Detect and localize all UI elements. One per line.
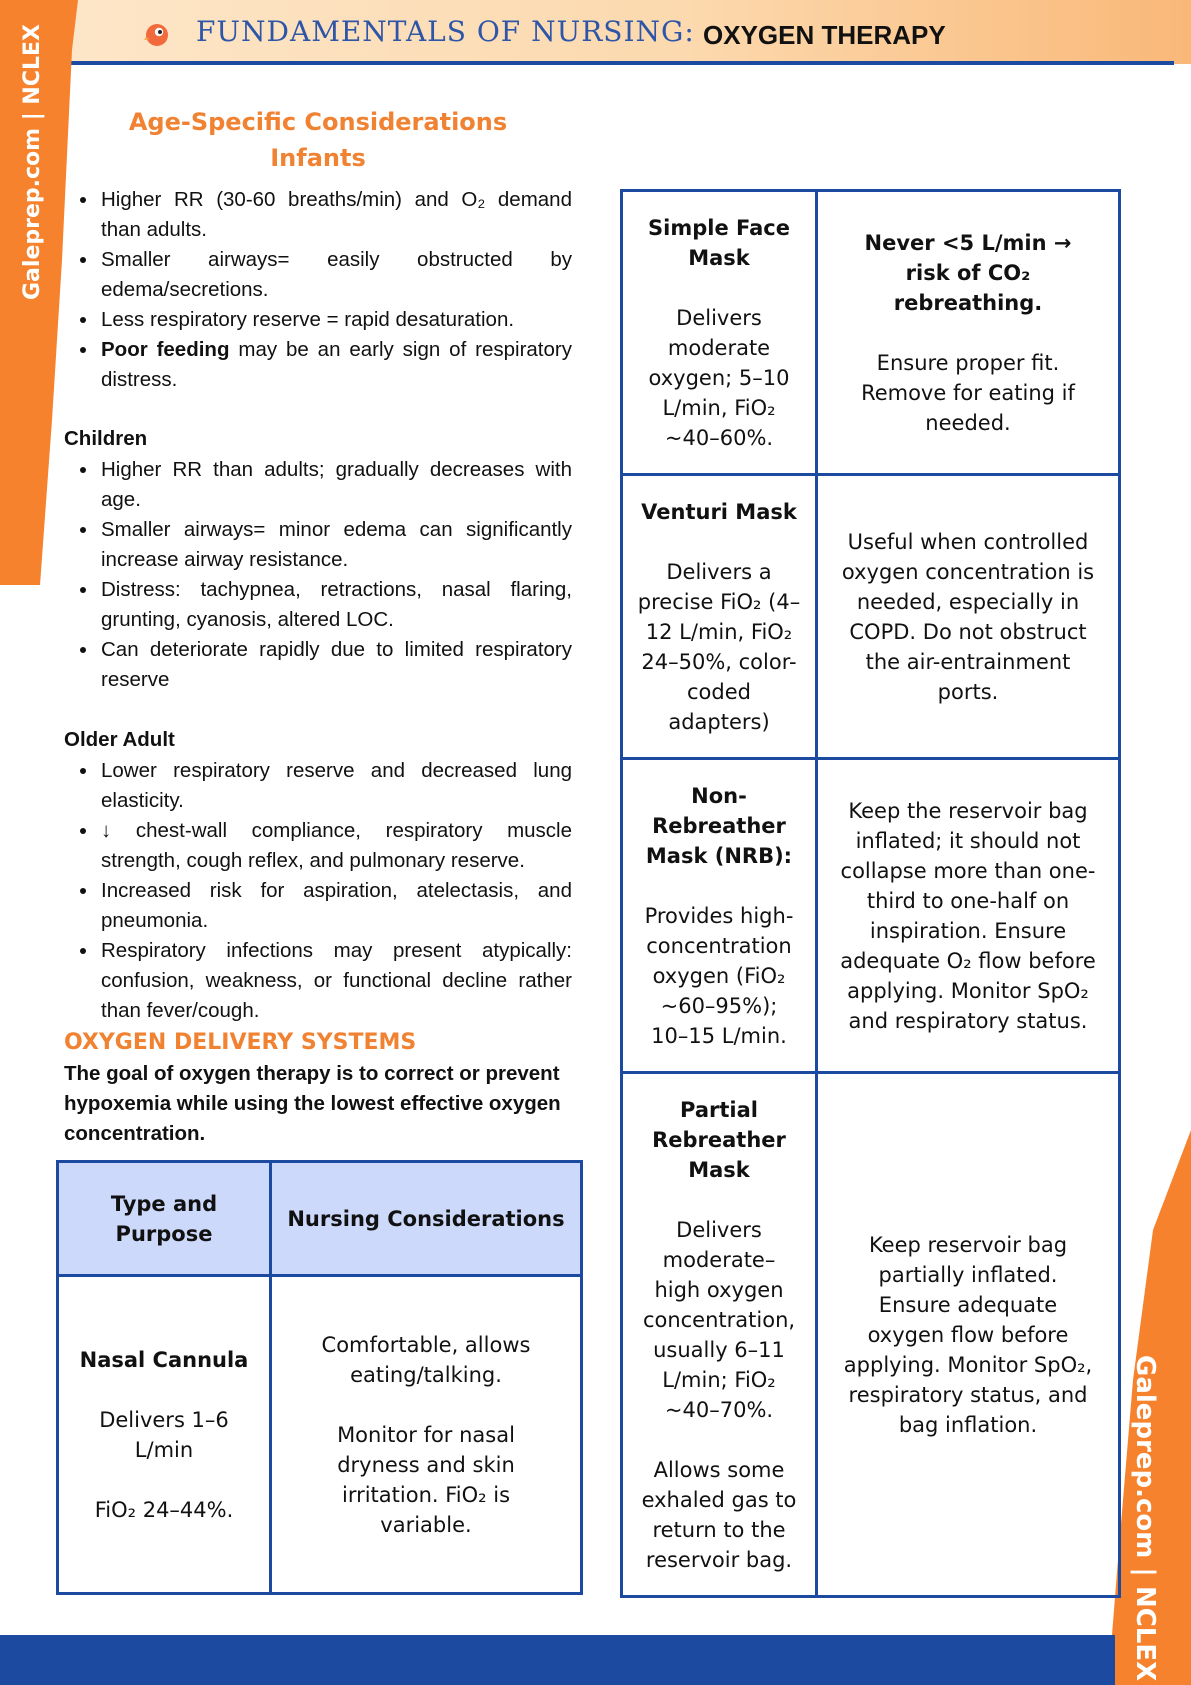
table-row: [58, 1276, 582, 1594]
list-item: Can deteriorate rapidly due to limited respiratory reserve: [64, 635, 572, 695]
consideration-cell: [817, 475, 1120, 759]
device-name: Partial Rebreather Mask: [652, 1097, 786, 1182]
device-desc: Delivers moderate oxygen; 5–10 L/min, FiO₂ ~40–60%.: [648, 305, 790, 450]
table-row: [622, 759, 1120, 1073]
emphasis-text: Poor feeding: [101, 338, 230, 361]
device-desc: Provides high-concentration oxygen (FiO₂ ~60–95%); 10–15 L/min.: [644, 903, 794, 1048]
older-adult-heading: Older Adult: [64, 728, 175, 751]
consideration-cell: [817, 759, 1120, 1073]
device-desc: FiO₂ 24–44%.: [94, 1497, 234, 1522]
consideration-cell: [817, 191, 1120, 475]
infants-list: [64, 185, 572, 395]
consideration-text: Monitor for nasal dryness and skin irritation. FiO₂ is variable.: [337, 1422, 515, 1537]
type-cell: [58, 1276, 271, 1594]
header-rule: [70, 61, 1174, 65]
list-item: Smaller airways= minor edema can significantly increase airway resistance.: [64, 515, 572, 575]
children-heading: Children: [64, 427, 148, 450]
table-row: [622, 191, 1120, 475]
list-item: [64, 335, 572, 395]
column-header: Type and Purpose: [58, 1162, 271, 1276]
bird-logo-icon: [144, 22, 172, 48]
device-name: Nasal Cannula: [79, 1347, 249, 1372]
consideration-cell: [271, 1276, 582, 1594]
device-name: Venturi Mask: [641, 499, 797, 524]
left-ribbon-text: Galeprep.com | NCLEX: [20, 24, 45, 300]
list-item: Lower respiratory reserve and decreased lung elasticity.: [64, 756, 572, 816]
page-title: FUNDAMENTALS OF NURSING:: [196, 15, 695, 48]
footer-band: [0, 1635, 1115, 1685]
right-ribbon-text: Galeprep.com | NCLEX: [1130, 1355, 1160, 1682]
delivery-table-left: [56, 1160, 583, 1595]
page-topic: OXYGEN THERAPY: [703, 20, 946, 50]
type-cell: [622, 475, 817, 759]
device-name: Non-Rebreather Mask (NRB):: [645, 783, 793, 868]
device-desc: Delivers a precise FiO₂ (4–12 L/min, FiO₂ 24–50%, color-coded adapters): [637, 559, 801, 734]
older-adult-list: [64, 756, 572, 1026]
type-cell: [622, 1073, 817, 1597]
table-row: [622, 1073, 1120, 1597]
consideration-text: Comfortable, allows eating/talking.: [321, 1332, 531, 1387]
column-header: Nursing Considerations: [271, 1162, 582, 1276]
delivery-table-right: [620, 189, 1121, 1598]
list-item: ↓ chest-wall compliance, respiratory muscle strength, cough reflex, and pulmonary reserve.: [64, 816, 572, 876]
list-item: Higher RR than adults; gradually decreases with age.: [64, 455, 572, 515]
delivery-heading: OXYGEN DELIVERY SYSTEMS: [64, 1030, 417, 1055]
list-item: Smaller airways= easily obstructed by edema/secretions.: [64, 245, 572, 305]
consideration-cell: [817, 1073, 1120, 1597]
goal-statement: The goal of oxygen therapy is to correct or prevent hypoxemia while using the lowest effective oxygen concentration.: [64, 1062, 561, 1145]
table-row: [622, 475, 1120, 759]
table-header-row: [58, 1162, 582, 1276]
list-item: Increased risk for aspiration, atelectasis, and pneumonia.: [64, 876, 572, 936]
list-item: Respiratory infections may present atypically: confusion, weakness, or functional decline rather than fever/cough.: [64, 936, 572, 1026]
children-list: [64, 455, 572, 695]
consideration-text: Keep the reservoir bag inflated; it should not collapse more than one-third to one-half on inspiration. Ensure adequate O₂ flow before applying. Monitor SpO₂ and respiratory status.: [840, 798, 1096, 1033]
list-item-text: may be an early sign of respiratory distress.: [101, 338, 572, 391]
type-cell: [622, 759, 817, 1073]
device-desc: Delivers 1–6 L/min: [99, 1407, 229, 1462]
device-name: Simple Face Mask: [648, 215, 790, 270]
list-item: Distress: tachypnea, retractions, nasal flaring, grunting, cyanosis, altered LOC.: [64, 575, 572, 635]
device-desc: Allows some exhaled gas to return to the reservoir bag.: [641, 1457, 797, 1572]
consideration-text: Ensure proper fit. Remove for eating if needed.: [861, 350, 1075, 435]
consideration-text: Keep reservoir bag partially inflated. Ensure adequate oxygen flow before applying. Monitor SpO₂, respiratory status, and bag inflation.: [843, 1232, 1093, 1437]
warning-text: Never <5 L/min → risk of CO₂ rebreathing.: [864, 230, 1072, 315]
device-desc: Delivers moderate–high oxygen concentration, usually 6–11 L/min; FiO₂ ~40–70%.: [642, 1217, 796, 1422]
list-item: Less respiratory reserve = rapid desaturation.: [64, 305, 572, 335]
type-cell: [622, 191, 817, 475]
section-subtitle: Infants: [270, 144, 366, 172]
section-title: Age-Specific Considerations: [128, 108, 508, 136]
consideration-text: Useful when controlled oxygen concentration is needed, especially in COPD. Do not obstruct the air-entrainment ports.: [841, 529, 1095, 704]
list-item: Higher RR (30-60 breaths/min) and O₂ demand than adults.: [64, 185, 572, 245]
